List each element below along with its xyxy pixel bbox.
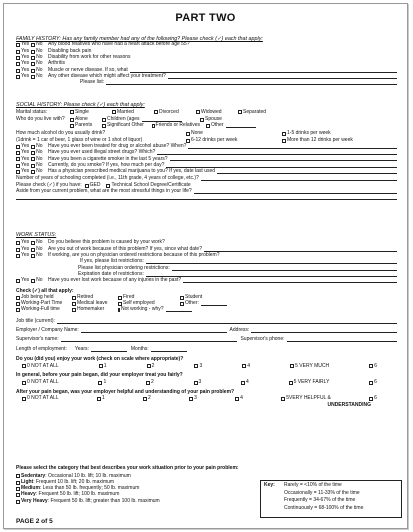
- alcohol-option-label: None: [191, 130, 203, 137]
- restriction-label: Please list physician ordering restrictions:: [78, 264, 170, 271]
- family-history-yes-checkbox-5[interactable]: [16, 75, 20, 79]
- live-with-option: [206, 123, 256, 129]
- scale3-checkbox[interactable]: [22, 397, 26, 401]
- lost-work-yes-no-0: [16, 278, 48, 284]
- category-label: Medium: [21, 485, 40, 492]
- marital-status-option-label: Separated: [243, 108, 267, 115]
- work-status-checkbox[interactable]: [16, 308, 20, 312]
- restriction-label: Expiration date of restrictions:: [78, 270, 144, 277]
- social-history-question: Have you been a cigarette smoker in the last 5 years?: [48, 155, 168, 162]
- scale1-checkbox[interactable]: [99, 364, 103, 368]
- scale3-option-label: 4: [240, 395, 243, 402]
- no-label: No: [36, 239, 43, 246]
- social-history-no-checkbox-2[interactable]: [31, 157, 35, 161]
- lost-work-field[interactable]: [183, 279, 397, 283]
- scale3-option: [189, 396, 197, 402]
- yes-label: Yes: [21, 239, 30, 246]
- restriction-field[interactable]: [172, 267, 397, 271]
- family-history-no-checkbox-5[interactable]: [31, 75, 35, 79]
- education-option-label: Technical School Degree/Certificate: [111, 181, 191, 188]
- yes-label: Yes: [21, 66, 30, 73]
- live-with-option: [70, 123, 96, 129]
- education-checkbox[interactable]: [85, 184, 89, 188]
- family-history-no-checkbox-1[interactable]: [31, 50, 35, 54]
- enjoy-work-question: Do you (did you) enjoy your work (check on scale where appropriate)?: [16, 355, 184, 362]
- scale1-option: [194, 364, 202, 370]
- scale2-option: [22, 380, 59, 386]
- no-label: No: [36, 245, 43, 252]
- marital-status-option: [196, 110, 232, 116]
- employer-label: Employer / Company Name:: [16, 327, 79, 334]
- scale1-checkbox[interactable]: [242, 364, 246, 368]
- yes-label: Yes: [21, 54, 30, 61]
- scale3-checkbox[interactable]: [235, 397, 239, 401]
- live-with-checkbox[interactable]: [152, 124, 155, 128]
- family-history-no-checkbox-4[interactable]: [31, 69, 35, 73]
- alcohol-option: [282, 138, 372, 144]
- work-status-option-label: Working-Part Time: [21, 300, 63, 307]
- scale2-option: [98, 380, 106, 386]
- family-history-no-checkbox-3[interactable]: [31, 62, 35, 66]
- yes-label: Yes: [21, 277, 30, 284]
- social-history-yes-checkbox-4[interactable]: [16, 170, 20, 174]
- family-history-question: Arthritis: [48, 60, 65, 67]
- scale3-option-label: 3: [194, 395, 197, 402]
- category-description: : Occasional 10 lb. lift; 10 lb. maximum: [45, 472, 131, 479]
- no-label: No: [36, 161, 43, 168]
- scale3-option: [143, 396, 151, 402]
- family-history-section: [16, 36, 397, 86]
- scale3-option-label: 2: [148, 395, 151, 402]
- scale2-option-label: 4: [246, 378, 249, 385]
- family-history-yes-checkbox-0[interactable]: [16, 43, 20, 47]
- work-status-checkbox[interactable]: [180, 302, 184, 306]
- scale1-checkbox[interactable]: [147, 364, 151, 368]
- scale1-checkbox[interactable]: [290, 364, 294, 368]
- alcohol-option-label: More than 12 drinks per week: [287, 136, 353, 143]
- scale1-option: [290, 364, 329, 370]
- work-status-answer-field[interactable]: [204, 248, 397, 252]
- work-status-question: Do you believe this problem is caused by your work?: [48, 239, 165, 246]
- alcohol-option: [186, 138, 276, 144]
- work-status-option-label: Job being held: [21, 293, 54, 300]
- live-with-option: [152, 123, 200, 129]
- live-with-option-label: Parents: [75, 122, 93, 129]
- social-history-no-checkbox-1[interactable]: [31, 151, 35, 155]
- yes-label: Yes: [21, 142, 30, 149]
- marital-status-checkbox[interactable]: [196, 110, 200, 114]
- scale3-option: [97, 396, 105, 402]
- work-status-checkbox[interactable]: [16, 296, 20, 300]
- scale2-option: [194, 380, 202, 386]
- yes-label: Yes: [21, 72, 30, 79]
- scale3-checkbox[interactable]: [189, 397, 193, 401]
- page-title: PART TWO: [175, 12, 236, 24]
- family-history-question: Muscle or nerve disease. If so, what: [48, 66, 128, 73]
- work-category-checkbox[interactable]: [16, 487, 20, 491]
- work-status-option-label: Homemaker: [77, 306, 105, 313]
- work-status-yes-checkbox-0[interactable]: [16, 241, 20, 245]
- family-history-question: Any blood relatives who have had a heart attack before age 55?: [48, 41, 190, 48]
- stress-label: Aside from your current problem, what are the most stressful things in your life?: [16, 188, 192, 195]
- schooling-label: Number of years of schooling completed (i.e., 11th grade, 4 years of college, etc.)?: [16, 175, 199, 182]
- scale2-option-label: 0 NOT AT ALL: [27, 378, 59, 385]
- family-history-no-checkbox-2[interactable]: [31, 56, 35, 60]
- scale1-option-label: 4: [247, 362, 251, 369]
- yes-label: Yes: [21, 155, 30, 162]
- job-title-field[interactable]: [57, 320, 397, 324]
- no-label: No: [36, 252, 43, 259]
- understanding-label: UNDERSTANDING: [327, 401, 371, 408]
- scale1-checkbox[interactable]: [369, 364, 373, 368]
- live-with-checkbox[interactable]: [200, 118, 204, 122]
- marital-status-option-label: Divorced: [159, 108, 179, 115]
- scale2-option: [289, 380, 330, 386]
- work-category-checkbox[interactable]: [16, 493, 20, 497]
- work-status-section: [16, 232, 397, 408]
- category-description: : Less than 50 lb. frequently; 50 lb. maximum: [39, 485, 140, 492]
- scale2-option: [146, 380, 154, 386]
- work-status-yes-no-2: [16, 253, 48, 259]
- years-label: Years:: [74, 345, 89, 352]
- live-with-option-label: Children (ages: [107, 115, 140, 122]
- family-history-yes-checkbox-3[interactable]: [16, 62, 20, 66]
- frequency-key: [260, 480, 402, 518]
- social-history-answer-field[interactable]: [157, 151, 397, 155]
- live-with-checkbox[interactable]: [206, 124, 210, 128]
- family-history-header: FAMILY HISTORY: Has any family member had any of the following? Please check (✓) each that apply:: [16, 36, 263, 42]
- education-checkbox[interactable]: [106, 184, 110, 188]
- alcohol-checkbox[interactable]: [186, 139, 190, 143]
- work-status-checkbox[interactable]: [16, 302, 20, 306]
- scale2-option-label: 5 VERY FAIRLY: [293, 378, 330, 385]
- job-title-label: Job title (current):: [16, 317, 55, 324]
- family-history-answer-field[interactable]: [130, 69, 397, 73]
- live-with-checkbox[interactable]: [70, 124, 74, 128]
- key-line: Continuously = 68-100% of the time: [284, 504, 364, 511]
- check-have-label: Please check (✓) if you have:: [16, 181, 82, 188]
- family-history-question: Disabling back pain: [48, 47, 92, 54]
- work-status-checkbox[interactable]: [118, 308, 120, 312]
- key-line: Occasionally = 11-33% of the time: [284, 489, 360, 496]
- work-status-header: WORK STATUS:: [16, 232, 57, 238]
- scale2-option: [241, 380, 249, 386]
- work-status-option-label: Self employed: [123, 300, 155, 307]
- work-status-no-checkbox-2[interactable]: [31, 254, 35, 258]
- social-history-no-checkbox-0[interactable]: [31, 145, 35, 149]
- work-status-option-label: Retired: [77, 293, 94, 300]
- work-status-checkbox[interactable]: [72, 296, 76, 300]
- alcohol-checkbox[interactable]: [282, 139, 286, 143]
- employer-helpful-question: After your pain began, was your employer helpful and understanding of your pain problem?: [16, 388, 235, 395]
- scale2-option-label: 3: [198, 378, 202, 385]
- no-label: No: [36, 60, 43, 67]
- length-label: Length of employment:: [16, 345, 67, 352]
- live-with-other-field[interactable]: [226, 124, 256, 128]
- scale2-checkbox[interactable]: [289, 381, 293, 385]
- category-label: Sedentary: [21, 472, 46, 479]
- supervisor-name-field[interactable]: [61, 338, 238, 342]
- address-label: Address:: [229, 327, 250, 334]
- please-list-field[interactable]: [106, 81, 397, 85]
- live-with-option-label: Alone: [75, 115, 88, 122]
- key-line: Rarely = <10% of the time: [284, 482, 342, 488]
- scale3-option-label: 6: [374, 395, 377, 402]
- social-history-no-checkbox-3[interactable]: [31, 164, 35, 168]
- yes-label: Yes: [21, 47, 30, 54]
- supervisor-phone-label: Supervisor's phone:: [240, 336, 285, 343]
- alcohol-option-label: 6-12 drinks per week: [191, 136, 238, 143]
- social-history-yes-checkbox-0[interactable]: [16, 145, 20, 149]
- category-label: Heavy: [21, 491, 36, 498]
- scale1-option-label: 2: [151, 362, 155, 369]
- social-history-no-checkbox-4[interactable]: [31, 170, 35, 174]
- category-header: Please select the category that best describes your work situation prior to your pain problem:: [16, 465, 239, 472]
- scale1-option-label: 3: [199, 362, 203, 369]
- scale3-checkbox[interactable]: [97, 397, 101, 401]
- scale3-option-label: 1: [101, 395, 105, 402]
- social-history-question: Currently, do you smoke? If yes, how much per day?: [48, 161, 165, 168]
- live-with-option-label: Spouse: [205, 115, 222, 122]
- scale1-option-label: 5 VERY MUCH: [295, 362, 330, 369]
- marital-status-checkbox[interactable]: [154, 110, 158, 114]
- scale3-checkbox[interactable]: [369, 397, 373, 401]
- stress-field[interactable]: [194, 190, 397, 194]
- scale1-option: [99, 364, 107, 370]
- no-label: No: [36, 149, 43, 156]
- work-status-other-field[interactable]: [201, 302, 227, 306]
- alcohol-option-label: 1-5 drinks per week: [287, 130, 331, 137]
- work-status-option-label: Student: [185, 293, 203, 300]
- live-with-checkbox[interactable]: [102, 124, 106, 128]
- work-status-no-checkbox-0[interactable]: [31, 241, 35, 245]
- work-status-no-checkbox-1[interactable]: [31, 248, 35, 252]
- scale1-option: [242, 364, 250, 370]
- marital-status-label: Marital status:: [16, 109, 48, 116]
- address-field[interactable]: [251, 329, 397, 333]
- months-field[interactable]: [151, 348, 187, 352]
- marital-status-checkbox[interactable]: [238, 110, 242, 114]
- years-field[interactable]: [91, 348, 127, 352]
- marital-status-option-label: Single: [75, 108, 89, 115]
- family-history-yes-checkbox-4[interactable]: [16, 69, 20, 73]
- no-label: No: [36, 54, 43, 61]
- work-status-option-label: Fired: [123, 293, 135, 300]
- social-history-yes-checkbox-3[interactable]: [16, 164, 20, 168]
- family-history-yes-checkbox-2[interactable]: [16, 56, 20, 60]
- marital-status-option-label: Widowed: [201, 108, 222, 115]
- live-with-option-label: Friends or Relatives: [155, 122, 200, 129]
- marital-status-option: [154, 110, 190, 116]
- scale3-option-label: 0 NOT AT ALL: [27, 395, 59, 402]
- social-history-answer-field[interactable]: [217, 170, 397, 174]
- yes-label: Yes: [21, 168, 30, 175]
- family-history-yes-checkbox-1[interactable]: [16, 50, 20, 54]
- work-status-yes-checkbox-1[interactable]: [16, 248, 20, 252]
- alcohol-note: (1drink = 1 car of beer, 1 glass of wine or 1 shot of liquor): [16, 136, 143, 143]
- yes-label: Yes: [21, 60, 30, 67]
- scale1-option-label: 0 NOT AT ALL: [27, 362, 59, 369]
- scale2-checkbox[interactable]: [146, 381, 150, 385]
- scale2-checkbox[interactable]: [98, 381, 102, 385]
- employer-field[interactable]: [81, 329, 227, 333]
- scale3-option: [281, 396, 331, 402]
- scale2-option: [369, 380, 377, 386]
- family-history-question: Disability from work for other reasons: [48, 54, 131, 61]
- social-history-question: Have you ever been treated for drug or alcohol abuse? When?: [48, 142, 187, 149]
- yes-label: Yes: [21, 149, 30, 156]
- scale3-option: [235, 396, 243, 402]
- scale3-checkbox[interactable]: [281, 397, 285, 401]
- marital-status-option: [70, 110, 106, 116]
- no-label: No: [36, 47, 43, 54]
- no-label: No: [36, 155, 43, 162]
- marital-status-checkbox[interactable]: [70, 110, 74, 114]
- scale2-option-label: 6: [374, 378, 377, 385]
- no-label: No: [36, 277, 43, 284]
- scale1-option-label: 6: [374, 362, 377, 369]
- marital-status-option: [112, 110, 148, 116]
- work-status-checkbox[interactable]: [72, 308, 76, 312]
- lost-work-no-checkbox-0[interactable]: [31, 279, 35, 283]
- category-label: Very Heavy: [21, 497, 48, 504]
- alcohol-checkbox[interactable]: [186, 132, 190, 136]
- live-with-label: Who do you live with?: [16, 115, 65, 122]
- social-history-answer-field[interactable]: [166, 164, 397, 168]
- no-label: No: [36, 168, 43, 175]
- work-category-checkbox[interactable]: [16, 481, 20, 485]
- scale2-checkbox[interactable]: [194, 381, 198, 385]
- live-with-option-label: Other: [211, 122, 224, 129]
- lost-work-yes-checkbox-0[interactable]: [16, 279, 20, 283]
- scale2-option-label: 1: [103, 378, 107, 385]
- scale1-option: [147, 364, 155, 370]
- work-status-question: Are you out of work because of this problem? If yes, since what date?: [48, 245, 202, 252]
- work-status-checkbox[interactable]: [72, 302, 76, 306]
- alcohol-label: How much alcohol do you usually drink?: [16, 130, 106, 137]
- months-label: Months:: [130, 345, 149, 352]
- work-status-question: If working, are you on physician ordered restrictions because of this problem?: [48, 252, 220, 259]
- education-option-label: GED: [89, 181, 101, 188]
- social-history-yes-checkbox-1[interactable]: [16, 151, 20, 155]
- marital-status-option: [238, 110, 274, 116]
- work-status-checkbox[interactable]: [180, 296, 184, 300]
- social-history-question: Have you ever used illegal street drugs? Which?: [48, 149, 156, 156]
- social-history-row: [16, 169, 397, 175]
- scale2-checkbox[interactable]: [369, 381, 373, 385]
- scale2-checkbox[interactable]: [22, 381, 26, 385]
- category-description: : Frequent 10 lb. lift; 20 lb. maximum: [33, 478, 115, 485]
- stress-field-line2[interactable]: [16, 196, 397, 200]
- no-label: No: [36, 66, 43, 73]
- work-status-option-label: Other:: [185, 300, 199, 307]
- supervisor-name-label: Supervisor's name:: [16, 336, 59, 343]
- yes-label: Yes: [21, 245, 30, 252]
- scale1-option-label: 1: [103, 362, 107, 369]
- key-label: Key:: [264, 482, 275, 488]
- scale3-option-label: 5VERY HELPFUL &: [286, 395, 331, 402]
- form-page: [3, 3, 408, 529]
- scale2-checkbox[interactable]: [241, 381, 245, 385]
- alcohol-checkbox[interactable]: [282, 132, 286, 136]
- lost-work-question: Have you ever lost work because of any injuries in the past?: [48, 277, 182, 284]
- work-status-yes-checkbox-2[interactable]: [16, 254, 20, 258]
- social-history-question: Has a physician prescribed medical marijuana to you? If yes, date last used: [48, 168, 216, 175]
- social-history-answer-field[interactable]: [170, 157, 397, 161]
- work-status-option-label: Not working - why?: [121, 306, 164, 313]
- live-with-option: [102, 123, 146, 129]
- family-history-question: Any other disease which might affect your treatment?: [48, 72, 166, 79]
- schooling-field[interactable]: [201, 177, 397, 181]
- category-label: Light: [21, 478, 34, 485]
- work-status-option-label: Working-Full time: [21, 306, 60, 313]
- restriction-field[interactable]: [146, 273, 397, 277]
- work-category-checkbox[interactable]: [16, 500, 20, 504]
- scale1-option: [22, 364, 59, 370]
- live-with-checkbox[interactable]: [102, 118, 106, 122]
- restriction-label: If yes, please list restrictions:: [80, 258, 144, 265]
- scale3-option: [22, 396, 59, 402]
- key-line: Frequently = 34-67% of the time: [284, 497, 356, 503]
- live-with-option-label: Significant Other: [107, 122, 144, 129]
- treated-fairly-question: In general, before your pain began, did your employer treat you fairly?: [16, 372, 183, 379]
- yes-label: Yes: [21, 161, 30, 168]
- scale3-checkbox[interactable]: [143, 397, 147, 401]
- scale2-option-label: 2: [150, 378, 154, 385]
- social-history-header: SOCIAL HISTORY: Please check (✓) each that apply:: [16, 102, 145, 108]
- category-description: : Frequent 50 lb. lift; greater than 100 lb. maximum: [47, 497, 160, 504]
- yes-label: Yes: [21, 252, 30, 259]
- live-with-checkbox[interactable]: [70, 118, 74, 122]
- no-label: No: [36, 41, 43, 48]
- check-all-label: Check (✓) all that apply:: [16, 287, 74, 294]
- no-label: No: [36, 72, 43, 79]
- social-history-answer-field[interactable]: [188, 145, 397, 149]
- category-description: : Frequent 50 lb. lift; 100 lb. maximum: [35, 491, 120, 498]
- social-history-section: [16, 102, 397, 201]
- work-category-checkbox[interactable]: [16, 474, 20, 478]
- marital-status-option-label: Married: [117, 108, 134, 115]
- yes-label: Yes: [21, 41, 30, 48]
- scale1-option: [369, 364, 377, 370]
- social-history-yes-no-4: [16, 169, 48, 175]
- scale1-checkbox[interactable]: [22, 364, 26, 368]
- family-history-no-checkbox-0[interactable]: [31, 43, 35, 47]
- work-status-option-label: Medical leave: [77, 300, 108, 307]
- supervisor-phone-field[interactable]: [287, 338, 398, 342]
- scale1-checkbox[interactable]: [194, 364, 198, 368]
- restriction-field[interactable]: [146, 260, 397, 264]
- no-label: No: [36, 142, 43, 149]
- work-status-checkbox[interactable]: [118, 302, 122, 306]
- social-history-yes-checkbox-2[interactable]: [16, 157, 20, 161]
- children-ages-field[interactable]: [142, 118, 182, 122]
- marital-status-checkbox[interactable]: [112, 110, 116, 114]
- page-number: PAGE 2 of 5: [16, 518, 53, 525]
- work-status-checkbox[interactable]: [118, 296, 122, 300]
- please-list-label: Please list:: [80, 79, 105, 86]
- family-history-answer-field[interactable]: [168, 75, 397, 79]
- family-history-yes-no-5: [16, 74, 48, 80]
